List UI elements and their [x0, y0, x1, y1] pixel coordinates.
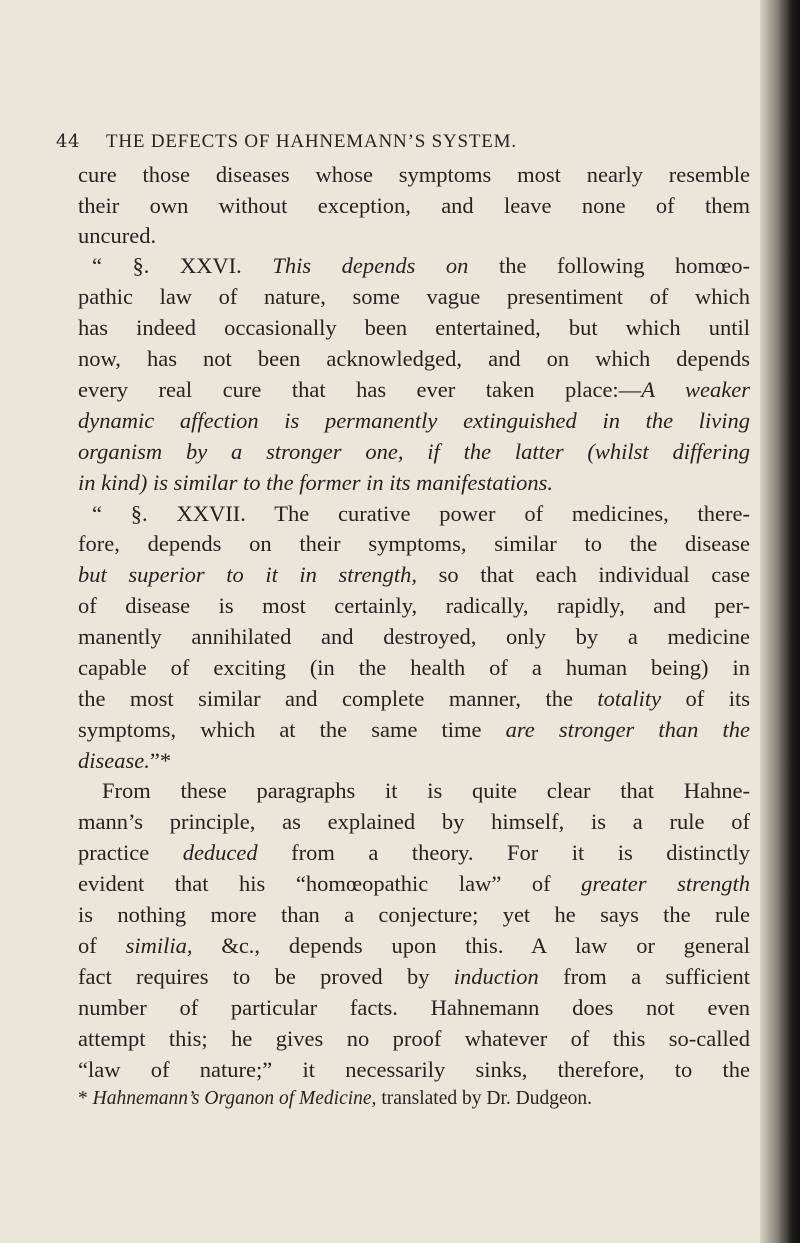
italic-text: are stronger than the [505, 717, 750, 742]
text-span: “law of nature;” it necessarily sinks, therefore, to the [78, 1057, 750, 1082]
text-span: pathic law of nature, some vague presentiment of which [78, 284, 750, 309]
italic-text: A weaker [641, 377, 750, 402]
text-span: From these paragraphs it is quite clear that Hahne- [102, 778, 750, 803]
text-span: has indeed occasionally been entertained, but which until [78, 315, 750, 340]
text-span: of its [661, 686, 750, 711]
text-line [78, 284, 750, 310]
text-line [78, 902, 750, 928]
text-span: their own without exception, and leave none of them [78, 193, 750, 218]
text-line [78, 531, 750, 557]
italic-text: dynamic affection is permanently extinguished in the living [78, 408, 750, 433]
text-line [92, 253, 750, 279]
text-line [78, 748, 750, 774]
italic-text: totality [597, 686, 662, 711]
page-header [56, 131, 756, 153]
text-span: capable of exciting (in the health of a human being) in [78, 655, 750, 680]
text-span: of [78, 933, 126, 958]
book-binding-shadow [760, 0, 800, 1243]
italic-text: similia, [125, 933, 193, 958]
page-number: 44 [56, 131, 80, 152]
text-span: the following homœo- [468, 253, 751, 278]
text-span: from a sufficient [538, 964, 750, 989]
text-line [78, 439, 750, 465]
text-line [78, 470, 750, 496]
text-span: ”* [149, 748, 172, 773]
text-span: mann’s principle, as explained by himself, is a rule of [78, 809, 750, 834]
text-span: from a theory. For it is distinctly [257, 840, 750, 865]
text-line [78, 193, 750, 219]
italic-text: but superior to it in strength, [78, 562, 418, 587]
text-line [78, 964, 750, 990]
text-line [78, 624, 750, 650]
italic-text: in kind) is similar to the former in its manifestations. [78, 470, 554, 495]
text-span: practice [78, 840, 183, 865]
text-span: every real cure that has ever taken place:— [78, 377, 642, 402]
text-span: so that each individual case [417, 562, 750, 587]
text-span: fore, depends on their symptoms, similar to the disease [78, 531, 750, 556]
text-line [78, 1026, 750, 1052]
footnote-italic-text: Hahnemann’s Organon of Medicine, [92, 1088, 377, 1109]
text-span: &c., depends upon this. A law or general [192, 933, 750, 958]
text-line [78, 840, 750, 866]
text-line [78, 933, 750, 959]
italic-text: deduced [182, 840, 258, 865]
footnote-text: translated by Dr. Dudgeon. [376, 1088, 592, 1109]
italic-text: organism by a stronger one, if the latter (whilst differing [78, 439, 750, 464]
text-span: “ §. XXVI. [92, 253, 273, 278]
text-line [78, 377, 750, 403]
text-line [78, 655, 750, 681]
text-line [102, 778, 750, 804]
text-span: evident that his “homœopathic law” of [78, 871, 582, 896]
text-span: “ §. XXVII. The curative power of medicines, there- [92, 501, 750, 526]
text-line [78, 717, 750, 743]
text-line [78, 593, 750, 619]
text-span: number of particular facts. Hahnemann does not even [78, 995, 750, 1020]
text-span: now, has not been acknowledged, and on which depends [78, 346, 750, 371]
text-line [78, 809, 750, 835]
text-line [78, 686, 750, 712]
text-line [78, 995, 750, 1021]
footnote-text: * [78, 1088, 93, 1109]
italic-text: disease. [78, 748, 150, 773]
text-line [78, 871, 750, 897]
text-span: fact requires to be proved by [78, 964, 454, 989]
text-span: of disease is most certainly, radically, rapidly, and per- [78, 593, 750, 618]
text-span: is nothing more than a conjecture; yet he says the rule [78, 902, 750, 927]
text-span: the most similar and complete manner, the [78, 686, 598, 711]
text-line [78, 562, 750, 588]
footnote [78, 1088, 750, 1110]
text-span: attempt this; he gives no proof whatever of this so-called [78, 1026, 750, 1051]
italic-text: induction [453, 964, 539, 989]
text-line [78, 408, 750, 434]
text-span: symptoms, which at the same time [78, 717, 506, 742]
text-line [78, 223, 750, 249]
text-line [78, 346, 750, 372]
text-line [78, 1057, 750, 1083]
running-head: THE DEFECTS OF HAHNEMANN’S SYSTEM. [106, 131, 517, 152]
text-line [92, 501, 750, 527]
italic-text: greater strength [581, 871, 750, 896]
text-line [78, 315, 750, 341]
text-line [78, 162, 750, 188]
italic-text: This depends on [272, 253, 469, 278]
text-span: manently annihilated and destroyed, only by a medicine [78, 624, 750, 649]
text-span: cure those diseases whose symptoms most nearly resemble [78, 162, 750, 187]
text-span: uncured. [78, 223, 157, 248]
